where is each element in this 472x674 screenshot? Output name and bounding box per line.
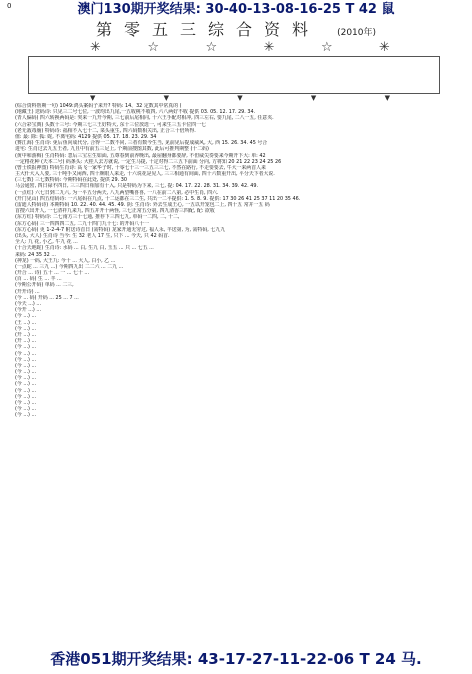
text-line: (今 ...) ... — [15, 356, 37, 363]
text-line: (今 ...) ... — [15, 344, 37, 351]
hongkong-result-label: 香港051期开奖结果: — [50, 650, 193, 668]
text-line: (黄中和游梅) 生肖特码: 忽后三宝左生如面, 五尊春到前养晚出, 最屋翻身都要辞, 不但威尖奏要来今期开下大: 单: 42 — [15, 152, 266, 159]
hongkong-result-footer — [0, 646, 472, 672]
text-line: (开 ...) ... — [15, 331, 37, 338]
main-text-content — [15, 103, 457, 643]
text-line: (今 ...) ... — [15, 350, 37, 357]
text-line: (神龙) 一码, 大王九: 今十 ... 大人, 白小, 乙 ... — [15, 257, 116, 264]
title-year: (2010年) — [337, 28, 377, 38]
text-line: (今期公开码) 单码 ... 二三, — [15, 282, 74, 289]
arrow-down-icon: ▼ — [90, 94, 96, 102]
text-line: (今 ...) ... — [15, 393, 37, 400]
text-line: (赛江海) 生肖诗: 免后鱼向成代分, 合得一二数不同, 三者有数今生当, 见前见后提成威风, 大, 西 15. 26. 34. 45 号合 — [15, 140, 268, 147]
arrow-down-icon: ▼ — [310, 94, 317, 102]
text-line: (今天 ...) ... — [15, 301, 42, 307]
macau-result-numbers: 30-40-13-08-16-25 T 42 鼠 — [205, 2, 395, 17]
blank-box — [28, 56, 440, 94]
star-icon: ✳ — [90, 40, 101, 55]
macau-result-header — [0, 0, 472, 20]
text-line: (青人偏码) 四六转换两码是: 突来一九开今期, 三七前后尾相同, 十六王手配对相冲, 四三左右, 要九尾, 二八一五, 任意夹. — [15, 115, 274, 122]
text-line: (王 ...) ... — [15, 319, 37, 326]
text-line: (曾士铁报神图) 特码生肖诗: 高飞一家华子时, 十零七十三一三五三三七, 不然在路行, 不走要要去, 牛大一来两首人来 — [15, 164, 266, 171]
star-icon: ✳ — [379, 40, 390, 55]
text-line: 进宅: 生肖过去九五王者, 九且中有前五三足上, 个期前搜图其数, 此后可推判期整 (十二码) — [15, 146, 209, 153]
text-line: (十合天地蛇) 生肖诗: 水码 ... 白, 生九 白, 玉五 ... 只 ... 七五 ... — [15, 245, 154, 252]
document-title — [0, 20, 472, 40]
star-icon: ☆ — [205, 40, 218, 55]
text-line: (六合彩宝典) 头数十三号: 今期三七三王好特大, 东十三位放选一, 可来生三五卡位四一七 — [15, 121, 206, 128]
text-line: (一点红) 六七日到二九六, 为一平五分两天, 八九两望嘴喜喜, 一八在前二八第, 必中生肖, 四六. — [15, 189, 219, 196]
text-line: (百 ... 码) 生 ... 羊 ... — [15, 276, 62, 283]
page-number: 0 — [7, 2, 12, 10]
text-line: (东方红) 特码诗: 二七南方三十七通, 推荐下三四七九, 单码一二四, 二, 十二, — [15, 214, 180, 221]
text-line: (东方心码) 更 1-2-4-7 附送诗首日 (需特码) 龙家开通无穷过, 福人永, 羊送第, 为, 需特码, 七九九 — [15, 226, 226, 233]
text-line: (今开 ...) ... — [15, 307, 42, 314]
text-line: (东方心码) 三一四四四二五, 二九十四门九十七: 的开码八十一 — [15, 220, 149, 227]
text-line: (开 ...) ... — [15, 338, 37, 345]
decorative-stars — [90, 40, 390, 56]
text-line: 值: 最: 除: 狐: 蛇, 不离宅码: 4129 提供 05. 17. 18. 23. 29. 34 — [15, 133, 157, 140]
text-line: (开门见山) 四五结码诗: 一六尾码在九点, 十二运都在三二生, 共出一二平提供: 1. 5. 8. 9. 提供: 17 30 26 41 25 37 11 20 35 46. — [15, 195, 301, 202]
text-line: (今 ...) ... — [15, 325, 37, 332]
text-line: 马会通密, 四日禄不四日, 三三四日相加有十入, 只是特码为下来, 三七, 提: 04. 17. 22. 28. 31. 34. 39. 42. 49. — [15, 183, 259, 190]
text-line: (综合资料帮期一句) 1049:鸿头案码子来开? 特码: 14、32 定数其中常真的 ( — [15, 103, 182, 109]
text-line: (三七数) 三七数特码: 今期特码在此处, 提供 29. 30 — [15, 177, 127, 184]
text-line: 全人: 九 花, 小乙, 牛九 花 ... — [15, 239, 78, 246]
text-line: (今 ...) ... — [15, 369, 37, 376]
text-line: (开合 ... 诗) 五十 ... 一 ... 七十 ... — [15, 270, 90, 277]
text-line: 主大什大入人要, 三十吨手又闲西, 四十颜眼人来走, 十六说花是见人, 三三相通有间面, 四十六数重开出, 平分天下者大说. — [15, 171, 275, 178]
text-line: (今 ...) ... — [15, 406, 37, 413]
text-line: 来码: 24 35 32 ... — [15, 251, 56, 258]
text-line: (今 ...) ... — [15, 362, 37, 369]
text-line: 首搜六出开人, 一七清祥九来九, 四五并开十两怪, 三七正常五分第, 四九清香三四配, 配: 欲收 — [15, 208, 215, 215]
text-line: (今 ... 码) 开码 ... 25 ... 7 ... — [15, 294, 79, 301]
hongkong-result-numbers: 43-17-27-11-22-06 T 24 马. — [197, 650, 422, 668]
text-line: (今 ...) ... — [15, 412, 37, 419]
text-line: (一点蛇 ... 三九 ...) 今期四九出 二二六 ... 二九 ... — [15, 263, 124, 270]
text-line: (开开诗) ... — [15, 288, 40, 295]
text-line: (今 ...) ... — [15, 400, 37, 406]
arrow-down-icon: ▼ — [237, 94, 243, 102]
star-icon: ☆ — [320, 40, 333, 55]
star-icon: ✳ — [263, 40, 275, 55]
star-icon: ☆ — [147, 40, 160, 55]
text-line: (出头, 大人) 生肖诗 当今: 生 32 老人 17 生, 只下 ... 今天, 只 42 码首. — [15, 232, 170, 239]
arrow-down-icon: ▼ — [384, 94, 390, 102]
text-line: (今 ...) ... — [15, 313, 37, 320]
text-line: (今 ...) ... — [15, 381, 37, 388]
arrow-down-icon: ▼ — [163, 94, 170, 102]
title-text: 第零五三综合资料 — [95, 20, 320, 39]
text-line: (今 ...) ... — [15, 387, 37, 394]
text-line: (今 ...) ... — [15, 375, 37, 382]
macau-result-label: 澳门130期开奖结果: — [77, 2, 201, 17]
text-line: (地藏王) 送码诗: 只见三二号七位, 一波均出九尾,一五收桃不收四, 六八两好不收 提供 03. 05. 12. 17. 29. 34. — [15, 109, 256, 116]
text-line: (老无敌毒肠) 特码诗: 福相不入七十二, 菜头重生, 四六码数相关出, 正合三十倍所得. — [15, 127, 196, 134]
text-line: 一定格花种 (天本二号) 码条头: 大桂人去方就说, 一定生马提, 十定对得二三五下前面 分向, 方将知 20 21 22 23 24 25 26 — [15, 158, 282, 165]
text-line: (雷迪人特码诗) 本期特码 10. 22. 40. 44. 45. 49. 阴: 生肖诗: 外去生成王心, 一五以开宠包二上, 四十五 常并一五 码 — [15, 202, 270, 208]
